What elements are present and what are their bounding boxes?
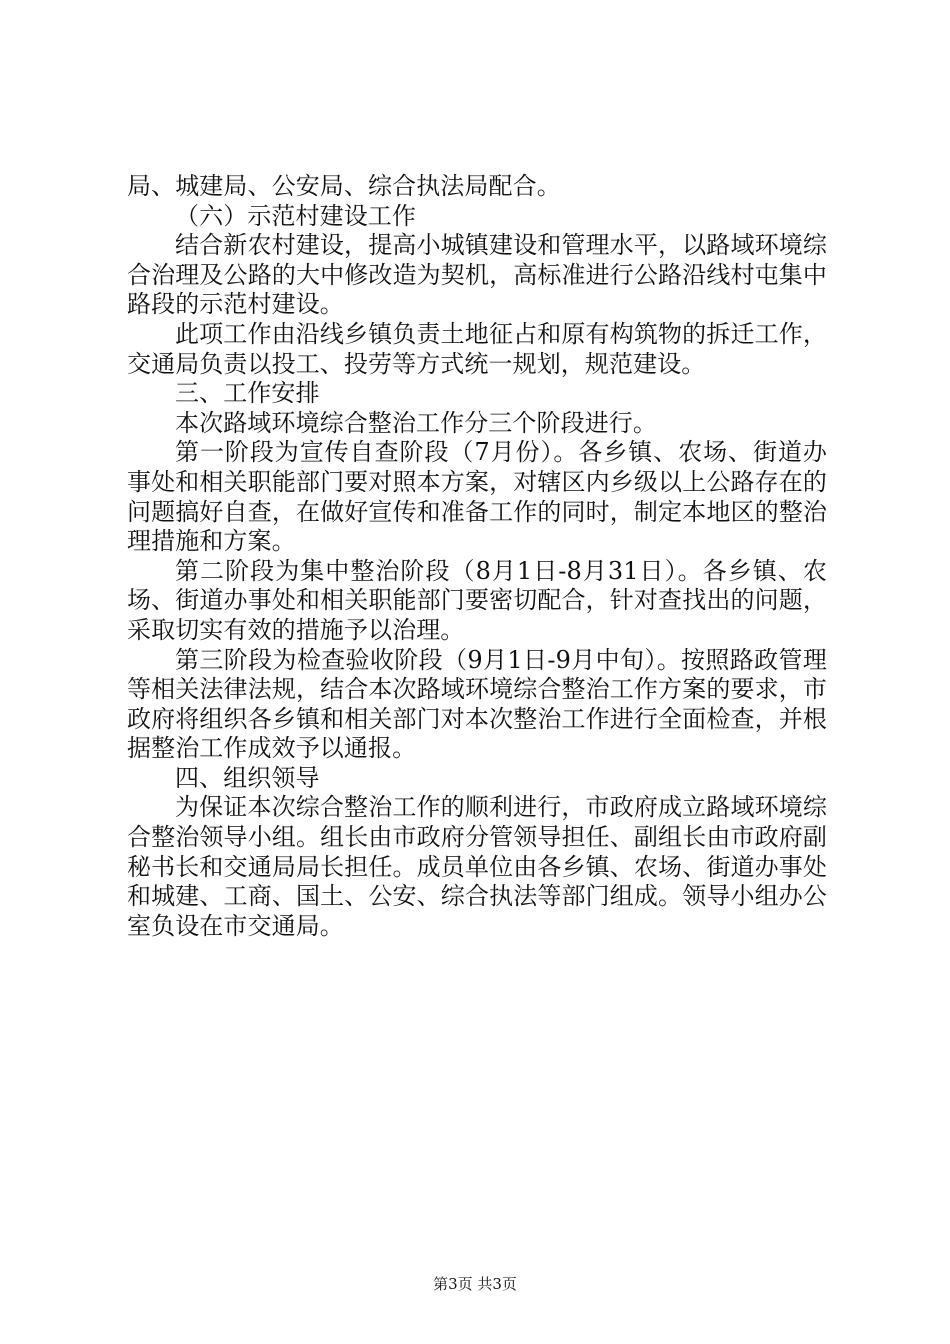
paragraph: 此项工作由沿线乡镇负责土地征占和原有构筑物的拆迁工作，交通局负责以投工、投劳等方式统一规划，规范建设。	[127, 319, 827, 378]
section-heading: （六）示范村建设工作	[175, 201, 416, 230]
paragraph: 本次路域环境综合整治工作分三个阶段进行。	[175, 408, 657, 437]
paragraph: 第二阶段为集中整治阶段（8月1日-8月31日）。各乡镇、农场、街道办事处和相关职能部门要密切配合，针对查找出的问题，采取切实有效的措施予以治理。	[127, 556, 827, 644]
paragraph: 结合新农村建设，提高小城镇建设和管理水平，以路域环境综合治理及公路的大中修改造为契机，高标准进行公路沿线村屯集中路段的示范村建设。	[127, 231, 827, 319]
document-body	[127, 172, 827, 941]
section-heading: 三、工作安排	[175, 379, 320, 408]
page-footer: 第3页 共3页	[433, 1275, 517, 1293]
paragraph: 局、城建局、公安局、综合执法局配合。	[127, 172, 561, 200]
paragraph: 第三阶段为检查验收阶段（9月1日-9月中旬）。按照路政管理等相关法律法规，结合本次路域环境综合整治工作方案的要求，市政府将组织各乡镇和相关部门对本次整治工作进行全面检查，并根据整治工作成效予以通报。	[127, 645, 827, 763]
paragraph: 为保证本次综合整治工作的顺利进行，市政府成立路域环境综合整治领导小组。组长由市政府分管领导担任、副组长由市政府副秘书长和交通局局长担任。成员单位由各乡镇、农场、街道办事处和城建、工商、国土、公安、综合执法等部门组成。领导小组办公室负设在市交通局。	[127, 793, 827, 940]
section-heading: 四、组织领导	[175, 763, 320, 792]
paragraph: 第一阶段为宣传自查阶段（7月份）。各乡镇、农场、街道办事处和相关职能部门要对照本方案，对辖区内乡级以上公路存在的问题搞好自查，在做好宣传和准备工作的同时，制定本地区的整治理措施和方案。	[127, 438, 827, 556]
